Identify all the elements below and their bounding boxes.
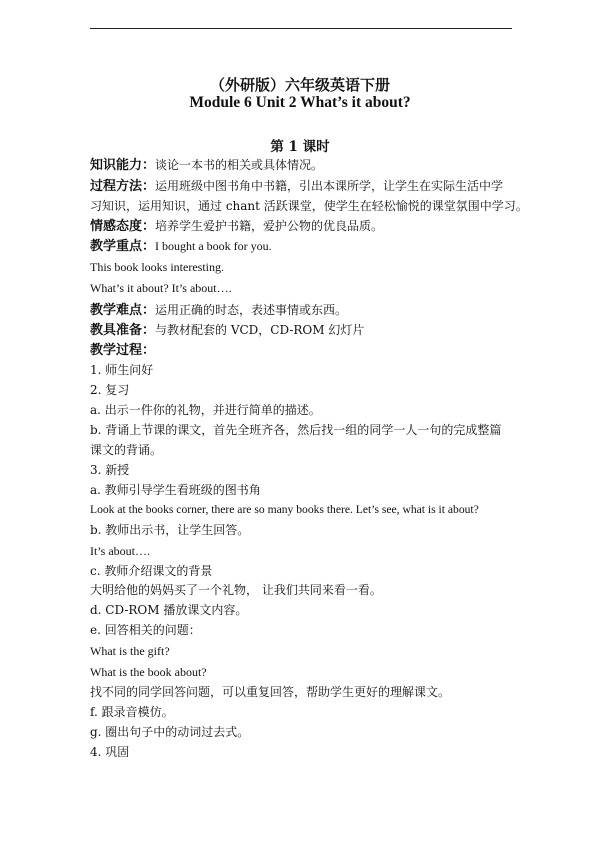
- process-text-1: 运用班级中图书角中书籍，引出本课所学，让学生在实际生活中学: [155, 179, 504, 193]
- emotion-line: [90, 218, 520, 235]
- difficult-text: 运用正确的时态，表述事情或东西。: [155, 303, 348, 317]
- knowledge-text: 谈论一本书的相关或具体情况。: [155, 158, 324, 172]
- key-label: 教学重点：: [90, 239, 156, 254]
- process-text-2: 习知识，运用知识，通过 chant 活跃课堂，使学生在轻松愉悦的课堂氛围中学习。: [90, 199, 528, 213]
- difficult-point-line: [90, 302, 520, 319]
- process-method-line: [90, 178, 520, 195]
- step-line: c. 教师介绍课文的背景: [90, 564, 213, 578]
- step-line: a. 出示一件你的礼物，并进行简单的描述。: [90, 403, 321, 417]
- key-point-line-2: This book looks interesting.: [90, 260, 224, 274]
- document-title: （外研版）六年级英语下册: [209, 76, 390, 94]
- tools-line: [90, 322, 520, 339]
- process-label: 过程方法：: [90, 179, 156, 194]
- step-line: 2. 复习: [90, 383, 130, 397]
- step-line: f. 跟录音模仿。: [90, 705, 174, 719]
- step-line: What is the book about?: [90, 665, 207, 679]
- step-line: b. 背诵上节课的课文，首先全班齐各，然后找一组的同学一人一句的完成整篇: [90, 423, 502, 437]
- key-point-line-3: What’s it about? It’s about….: [90, 281, 232, 295]
- key-point-line: [90, 238, 520, 255]
- tools-label: 教具准备：: [90, 323, 156, 338]
- process-heading: 教学过程：: [90, 343, 156, 358]
- document-subtitle: Module 6 Unit 2 What’s it about?: [189, 94, 411, 111]
- step-line: Look at the books corner, there are so many books there. Let’s see, what is it about?: [90, 503, 479, 516]
- header-rule: [90, 28, 512, 29]
- knowledge-line: [90, 157, 520, 174]
- step-line: d. CD-ROM 播放课文内容。: [90, 603, 248, 617]
- step-line: What is the gift?: [90, 644, 170, 658]
- tools-text: 与教材配套的 VCD，CD-ROM 幻灯片: [155, 323, 365, 337]
- step-line: 4. 巩固: [90, 745, 130, 759]
- step-line: g. 圈出句子中的动词过去式。: [90, 725, 250, 739]
- step-line: 3. 新授: [90, 463, 130, 477]
- knowledge-label: 知识能力：: [90, 158, 156, 173]
- step-line: 找不同的同学回答问题，可以重复回答，帮助学生更好的理解课文。: [90, 685, 451, 699]
- step-line: 1. 师生问好: [90, 363, 154, 377]
- key-text: I bought a book for you.: [155, 239, 272, 253]
- step-line: e. 回答相关的问题：: [90, 623, 201, 637]
- step-line: 大明给他的妈妈买了一个礼物， 让我们共同来看一看。: [90, 583, 382, 597]
- step-line: a. 教师引导学生看班级的图书角: [90, 483, 261, 497]
- step-line: It’s about….: [90, 544, 150, 558]
- step-line: b. 教师出示书，让学生回答。: [90, 523, 250, 537]
- emotion-text: 培养学生爱护书籍，爱护公物的优良品质。: [155, 219, 384, 233]
- step-line: 课文的背诵。: [90, 443, 163, 457]
- teaching-process-heading: [90, 342, 520, 359]
- process-method-line-2: [90, 198, 528, 214]
- difficult-label: 教学难点：: [90, 303, 156, 318]
- emotion-label: 情感态度：: [90, 219, 156, 234]
- lesson-heading: 第 1 课时: [270, 139, 330, 155]
